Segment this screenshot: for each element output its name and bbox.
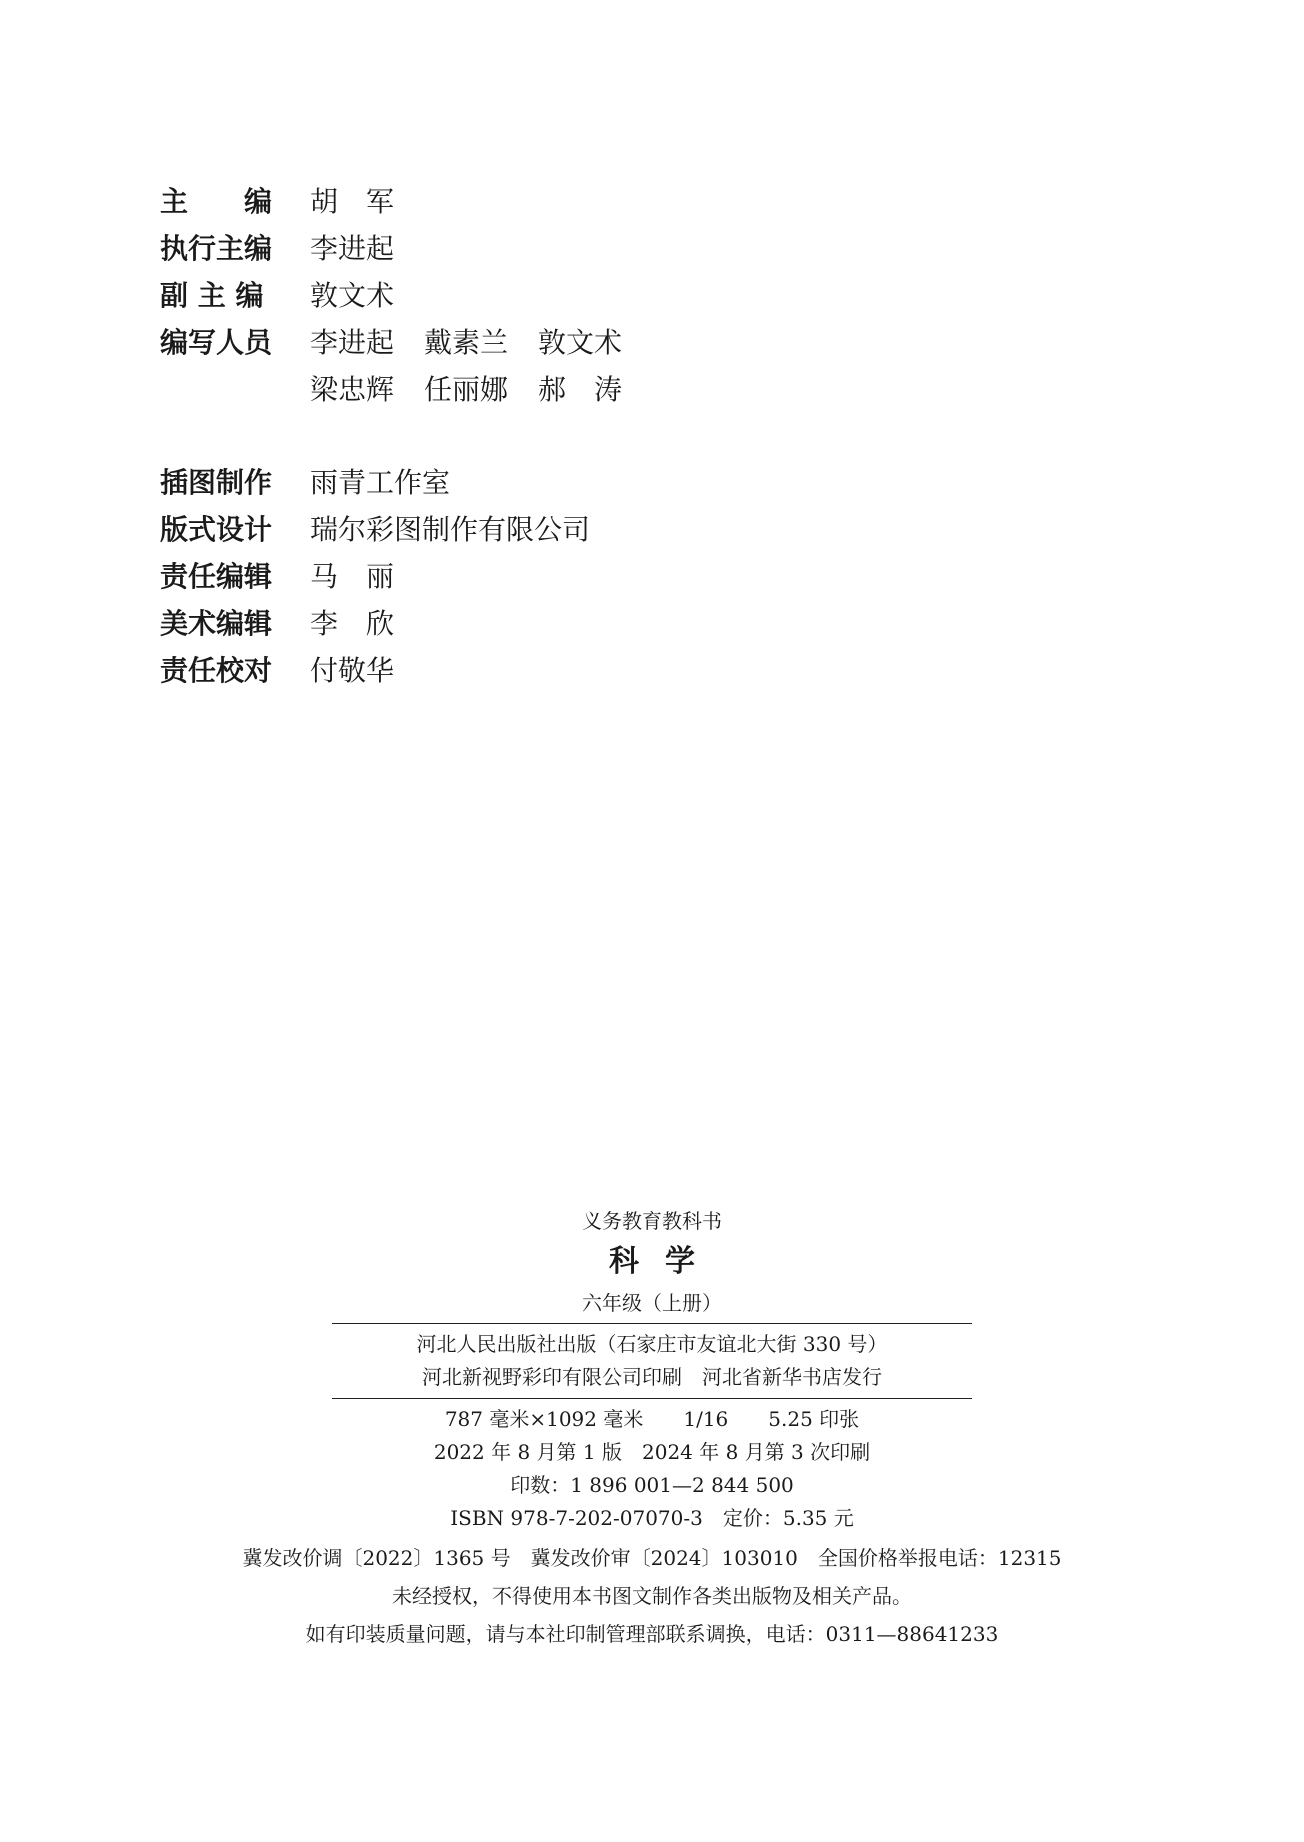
credit-role: 插图制作	[160, 465, 273, 499]
publisher-block	[332, 1323, 972, 1535]
credit-name: 梁忠辉	[310, 372, 395, 406]
format-line: 787 毫米×1092 毫米 1/16 5.25 印张	[444, 1407, 860, 1431]
credit-name: 郝 涛	[538, 372, 623, 406]
credit-role: 责任编辑	[160, 559, 273, 593]
credit-row-writers-continued	[160, 364, 1060, 411]
credit-name: 李进起	[310, 325, 395, 359]
publisher-line: 河北人民出版社出版（石家庄市友谊北大街 330 号）	[416, 1332, 888, 1356]
credit-role: 责任校对	[160, 653, 273, 687]
edition-line: 2022 年 8 月第 1 版 2024 年 8 月第 3 次印刷	[433, 1440, 871, 1464]
credit-name: 任丽娜	[424, 372, 509, 406]
print-run-line: 印数：1 896 001—2 844 500	[510, 1473, 794, 1497]
credit-row-writers	[160, 317, 1060, 364]
price-approval-line: 冀发改价调〔2022〕1365 号 冀发改价审〔2024〕103010 全国价格举报电话：12315	[242, 1546, 1062, 1570]
credits-list	[160, 176, 1060, 692]
credit-name: 戴素兰	[424, 325, 509, 359]
credit-name: 李 欣	[310, 606, 395, 640]
book-title: 科学	[609, 1244, 721, 1279]
printer-line: 河北新视野彩印有限公司印刷 河北省新华书店发行	[422, 1365, 882, 1389]
credit-row-layout-design	[160, 504, 1060, 551]
credit-role: 版式设计	[160, 512, 273, 546]
credit-name: 雨青工作室	[310, 465, 451, 499]
credit-row-executive-editor	[160, 223, 1060, 270]
credit-name: 李进起	[310, 231, 395, 265]
credit-name: 胡 军	[310, 184, 395, 218]
series-name: 义务教育教科书	[582, 1209, 722, 1233]
credit-role: 主 编	[160, 184, 273, 218]
credit-name: 付敬华	[310, 653, 395, 687]
notes-block	[0, 1539, 1304, 1653]
grade-volume: 六年级（上册）	[582, 1291, 722, 1315]
publication-info	[0, 1205, 1304, 1653]
contact-line: 如有印装质量问题，请与本社印制管理部联系调换，电话：0311—88641233	[305, 1622, 999, 1646]
credit-role: 执行主编	[160, 231, 273, 265]
isbn-price-line: ISBN 978-7-202-07070-3 定价：5.35 元	[450, 1506, 854, 1530]
credit-name: 敦文术	[538, 325, 623, 359]
credit-role: 编写人员	[160, 325, 273, 359]
copyright-notice: 未经授权，不得使用本书图文制作各类出版物及相关产品。	[392, 1584, 912, 1608]
credit-row-responsible-editor	[160, 551, 1060, 598]
credit-row-proofreader	[160, 645, 1060, 692]
credit-name: 瑞尔彩图制作有限公司	[310, 512, 591, 546]
credit-role: 副 主 编	[160, 278, 264, 312]
credit-row-illustration	[160, 457, 1060, 504]
credit-role: 美术编辑	[160, 606, 273, 640]
credit-row-chief-editor	[160, 176, 1060, 223]
credit-row-deputy-editor	[160, 270, 1060, 317]
credit-name: 马 丽	[310, 559, 395, 593]
credit-name: 敦文术	[310, 278, 395, 312]
credit-row-art-editor	[160, 598, 1060, 645]
